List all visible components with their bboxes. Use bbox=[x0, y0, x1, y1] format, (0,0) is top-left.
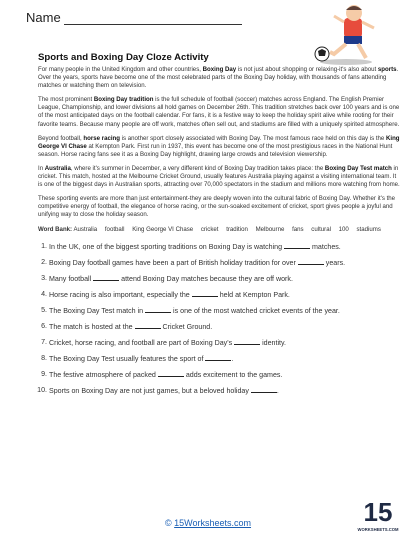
passage-paragraph bbox=[38, 96, 400, 128]
word-bank-item: stadiums bbox=[354, 225, 381, 233]
text-run: at Kempton Park. First run in 1937, this event has become one of the most prestigious races in the National Hunt season. Horse racing fans see it as a Boxing Day highlight, drawing large crowds and television viewership. bbox=[38, 142, 393, 158]
text-run: in cricket. This match, hosted at the Melbourne Cricket Ground, usually features Australia playing against a visiting international team. It is one of the biggest days in Australian sports, attracting over 70,000 spectators in the stadium and millions more watching from home. bbox=[38, 164, 400, 189]
svg-text:WORKSHEETS.COM: WORKSHEETS.COM bbox=[357, 527, 399, 532]
question-text: is one of the most watched cricket events of the year. bbox=[171, 306, 340, 315]
question-text: Sports on Boxing Day are not just games, but a beloved holiday bbox=[49, 386, 251, 395]
question-text: adds excitement to the games. bbox=[183, 370, 283, 379]
name-line[interactable] bbox=[64, 24, 242, 25]
question-number: 3. bbox=[41, 273, 47, 282]
question-number: 7. bbox=[41, 337, 47, 346]
question-item bbox=[38, 289, 400, 300]
word-bank bbox=[38, 226, 400, 234]
footer bbox=[0, 518, 416, 528]
question-number: 4. bbox=[41, 289, 47, 298]
question-number: 1. bbox=[41, 241, 47, 250]
word-bank-item: Melbourne bbox=[253, 225, 285, 233]
question-text: attend Boxing Day matches because they are off work. bbox=[119, 274, 293, 283]
question-text: Many football bbox=[49, 274, 94, 283]
question-item bbox=[38, 369, 400, 380]
question-number: 8. bbox=[41, 353, 47, 362]
question-text: The festive atmosphere of packed bbox=[49, 370, 158, 379]
answer-blank[interactable] bbox=[298, 257, 324, 265]
word-bank-item: King George VI Chase bbox=[130, 225, 194, 233]
word-bank-item: tradition bbox=[224, 225, 248, 233]
question-number: 6. bbox=[41, 321, 47, 330]
word-bank-item: Australia bbox=[73, 225, 98, 233]
question-text: . bbox=[231, 354, 234, 363]
question-text: held at Kempton Park. bbox=[217, 290, 290, 299]
question-number: 9. bbox=[41, 369, 47, 378]
text-run: is not just about shopping or relaxing-it's also about bbox=[236, 66, 378, 73]
bold-term: sports bbox=[377, 66, 397, 73]
question-text: identity. bbox=[260, 338, 287, 347]
question-text: In the UK, one of the biggest sporting traditions on Boxing Day is watching bbox=[49, 242, 285, 251]
question-text: The Boxing Day Test match in bbox=[49, 306, 146, 315]
question-text: . bbox=[276, 386, 279, 395]
text-run: For many people in the United Kingdom and other countries, bbox=[38, 66, 203, 73]
question-text: Boxing Day football games have been a part of British holiday tradition for over bbox=[49, 258, 298, 267]
passage-paragraph bbox=[38, 195, 400, 219]
text-run: is another sport closely associated with Boxing Day. The most famous race held on this day is the bbox=[119, 134, 386, 142]
question-item bbox=[38, 305, 400, 316]
name-label: Name bbox=[26, 10, 61, 25]
word-bank-item: 100 bbox=[336, 225, 349, 233]
question-text: Cricket Ground. bbox=[160, 322, 213, 331]
bold-term: Australia bbox=[44, 164, 71, 172]
bold-term: King George VI Chase bbox=[38, 134, 400, 150]
worksheet-content bbox=[38, 66, 400, 401]
question-item bbox=[38, 273, 400, 284]
answer-blank[interactable] bbox=[234, 337, 260, 345]
question-item bbox=[38, 385, 400, 396]
answer-blank[interactable] bbox=[158, 369, 184, 377]
question-item bbox=[38, 241, 400, 252]
reading-passage bbox=[38, 66, 400, 220]
question-list bbox=[38, 241, 400, 396]
question-item bbox=[38, 337, 400, 348]
question-item bbox=[38, 321, 400, 332]
word-bank-item: cricket bbox=[199, 225, 219, 233]
word-bank-item: cultural bbox=[309, 225, 331, 233]
svg-text:15: 15 bbox=[363, 497, 393, 527]
text-run: Beyond football, bbox=[38, 134, 84, 142]
answer-blank[interactable] bbox=[284, 241, 310, 249]
passage-paragraph bbox=[38, 66, 400, 90]
word-bank-item: football bbox=[103, 225, 125, 233]
question-item bbox=[38, 353, 400, 364]
question-text: Horse racing is also important, especially the bbox=[49, 290, 192, 299]
answer-blank[interactable] bbox=[205, 353, 234, 363]
question-item bbox=[38, 257, 400, 268]
question-text: Cricket, horse racing, and football are part of Boxing Day's bbox=[49, 338, 235, 347]
page-title: Sports and Boxing Day Cloze Activity bbox=[38, 52, 209, 63]
text-run: In bbox=[38, 164, 45, 172]
question-number: 5. bbox=[41, 305, 47, 314]
15worksheets-logo-icon bbox=[357, 494, 399, 534]
text-run: , where it's summer in December, a very different kind of Boxing Day tradition takes place: the bbox=[70, 164, 325, 172]
text-run: The most prominent bbox=[38, 96, 94, 104]
soccer-player-mascot-icon bbox=[294, 2, 394, 66]
passage-paragraph bbox=[38, 135, 400, 159]
bold-term: Boxing Day Test match bbox=[324, 164, 392, 172]
question-number: 10. bbox=[37, 385, 47, 394]
copyright-symbol: © bbox=[164, 518, 172, 528]
question-text: The Boxing Day Test usually features the sport of bbox=[49, 354, 206, 363]
passage-paragraph bbox=[38, 165, 400, 189]
answer-blank[interactable] bbox=[251, 385, 277, 393]
question-text: years. bbox=[323, 258, 346, 267]
bold-term: horse racing bbox=[83, 134, 120, 142]
question-number: 2. bbox=[41, 257, 47, 266]
word-bank-label: Word Bank: bbox=[38, 225, 73, 233]
question-text: matches. bbox=[310, 242, 341, 251]
bold-term: Boxing Day tradition bbox=[93, 96, 154, 104]
word-bank-item: fans bbox=[290, 225, 304, 233]
footer-site-link[interactable]: 15Worksheets.com bbox=[174, 518, 252, 528]
answer-blank[interactable] bbox=[145, 305, 171, 313]
question-text: The match is hosted at the bbox=[49, 322, 135, 331]
answer-blank[interactable] bbox=[135, 321, 161, 329]
answer-blank[interactable] bbox=[93, 273, 119, 281]
answer-blank[interactable] bbox=[192, 289, 218, 297]
text-run: These sporting events are more than just entertainment-they are deeply woven into the cultural fabric of Boxing Day. Whether it's the competitive energy of football, the elegance of horse racing, or the sun-soaked excitement of cricket, sport gives people a joyful and unifying way to close the holiday season. bbox=[38, 195, 396, 219]
text-run: is the full schedule of football (soccer) matches across England. The English Premier League, Championship, and lower divisions all hold games on December 26th. This tradition stretches back over 100 years and is one of the most anticipated days on the football calendar. For fans, it is a festive way to keep the holiday spirit alive while rooting for their favorite teams. Because many people are off work, matches often sell out, and stadiums are filled with a uniquely spirited atmosphere. bbox=[38, 96, 400, 128]
bold-term: Boxing Day bbox=[202, 66, 237, 73]
text-run: . Over the years, sports have become one of the most celebrated parts of the Boxing Day holiday, with thousands of fans attending matches or watching them on television. bbox=[38, 66, 399, 90]
